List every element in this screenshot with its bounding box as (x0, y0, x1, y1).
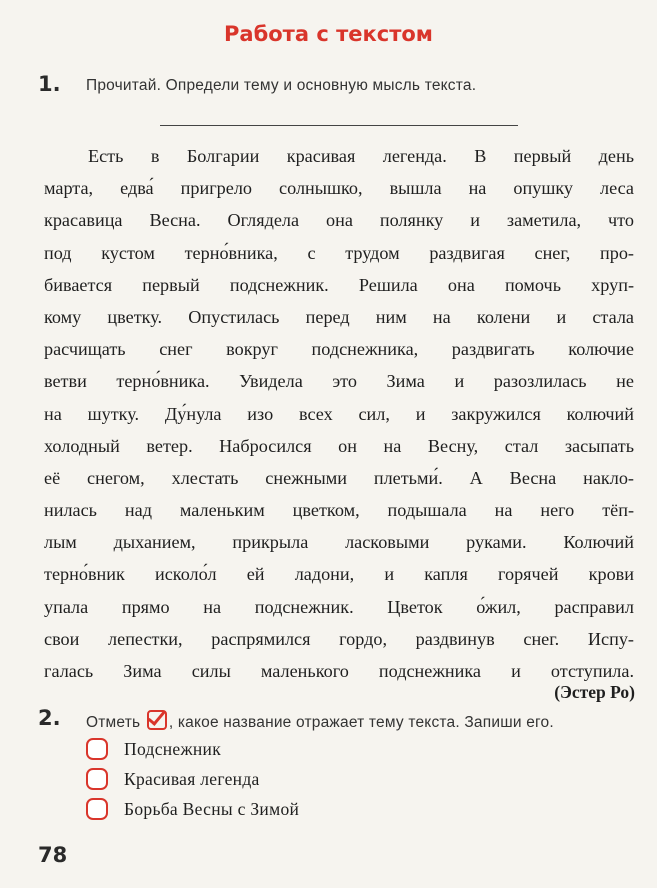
option-2[interactable] (86, 767, 260, 791)
task-2-instruction-end: , какое название отражает тему текста. Запиши его. (168, 714, 554, 731)
answer-line[interactable] (160, 125, 518, 126)
option-3[interactable] (86, 797, 299, 821)
task-2-instruction-start: Отметь (86, 714, 141, 731)
option-checkbox[interactable] (86, 798, 108, 820)
text-line: галась Зима силы маленького подснежника и отступила. (44, 661, 634, 681)
option-label: Подснежник (124, 738, 222, 759)
text-line: марта, едва́ пригрело солнышко, вышла на опушку леса (44, 178, 634, 199)
task-2-instruction (86, 710, 554, 732)
text-line: кому цветку. Опустилась перед ним на колени и стала (44, 306, 634, 327)
story-text (44, 140, 634, 687)
text-line: под кустом терно́вника, с трудом раздвигая снег, про- (44, 242, 634, 263)
text-line: красавица Весна. Оглядела она полянку и заметила, что (44, 210, 634, 231)
text-line: бивается первый подснежник. Решила она помочь хруп- (44, 274, 634, 295)
option-label: Борьба Весны с Зимой (124, 798, 300, 819)
text-line: ветви терно́вника. Увидела это Зима и разозлилась не (44, 371, 634, 392)
text-line: свои лепестки, распрямился гордо, раздвинув снег. Испу- (44, 628, 634, 649)
text-line: терно́вник исколо́л ей ладони, и капля горячей крови (44, 564, 634, 585)
option-checkbox[interactable] (86, 768, 108, 790)
checkmark-icon (147, 710, 167, 730)
option-1[interactable] (86, 737, 221, 761)
text-line: на шутку. Ду́нула изо всех сил, и закружился колючий (44, 403, 634, 424)
text-line: её снегом, хлестать снежными плетьми́. А Весна накло- (44, 467, 634, 488)
text-line: холодный ветер. Набросился он на Весну, стал засыпать (44, 435, 634, 456)
task-1-instruction: Прочитай. Определи тему и основную мысль текста. (86, 77, 477, 94)
option-checkbox[interactable] (86, 738, 108, 760)
text-line: Есть в Болгарии красивая легенда. В первый день (88, 146, 634, 166)
author-credit: (Эстер Ро) (554, 682, 635, 702)
page-number: 78 (38, 843, 68, 867)
page-title: Работа с текстом (224, 22, 433, 46)
text-line: упала прямо на подснежник. Цветок о́жил, расправил (44, 596, 634, 617)
option-label: Красивая легенда (124, 768, 260, 789)
text-line: расчищать снег вокруг подснежника, раздвигать колючие (44, 339, 634, 360)
text-line: нилась над маленьким цветком, подышала на него тёп- (44, 500, 634, 521)
task-1-number: 1. (38, 72, 61, 96)
task-2-number: 2. (38, 706, 61, 730)
text-line: лым дыханием, прикрыла ласковыми руками. Колючий (44, 532, 634, 553)
